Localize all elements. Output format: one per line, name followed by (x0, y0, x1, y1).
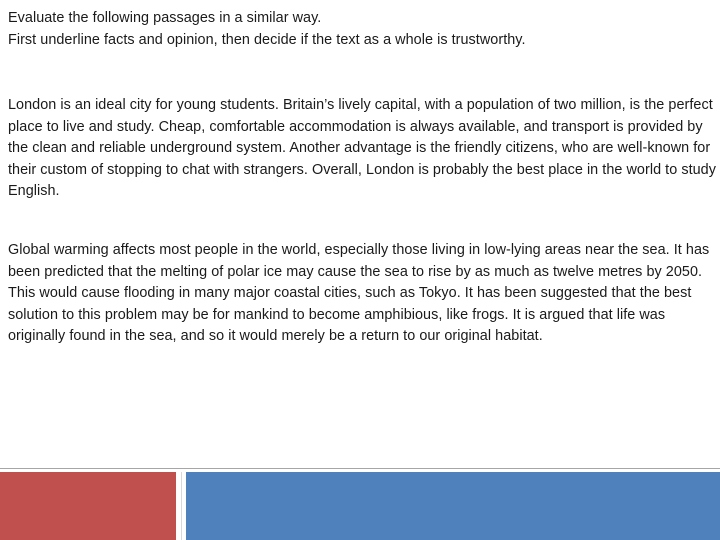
footer-rule (0, 468, 720, 469)
footer-red-block (0, 472, 176, 540)
passage-global-warming: Global warming affects most people in the world, especially those living in low-lying areas near the sea. It has been predicted that the melting of polar ice may cause the sea to rise by as much as twelve metres by 2050. This would cause flooding in many major coastal cities, such as Tokyo. It has been suggested that the best solution to this problem may be for mankind to become amphibious, like frogs. It is argued that life was originally found in the sea, and so it would merely be a return to our original habitat. (8, 242, 710, 344)
footer-blue-block (186, 472, 720, 540)
passage-london: London is an ideal city for young students. Britain’s lively capital, with a population of two million, is the perfect place to live and study. Cheap, comfortable accommodation is always available, and transport is provided by the clean and reliable underground system. Another advantage is the friendly citizens, who are well-known for their custom of stopping to chat with strangers. Overall, London is probably the best place in the world to study English. (8, 97, 716, 199)
slide-footer (0, 468, 720, 540)
footer-divider (181, 472, 182, 540)
instructions (8, 8, 716, 51)
slide-content (8, 8, 716, 344)
instruction-line-2: First underline facts and opinion, then decide if the text as a whole is trustworthy. (8, 31, 526, 48)
instruction-line-1: Evaluate the following passages in a similar way. (8, 10, 322, 26)
